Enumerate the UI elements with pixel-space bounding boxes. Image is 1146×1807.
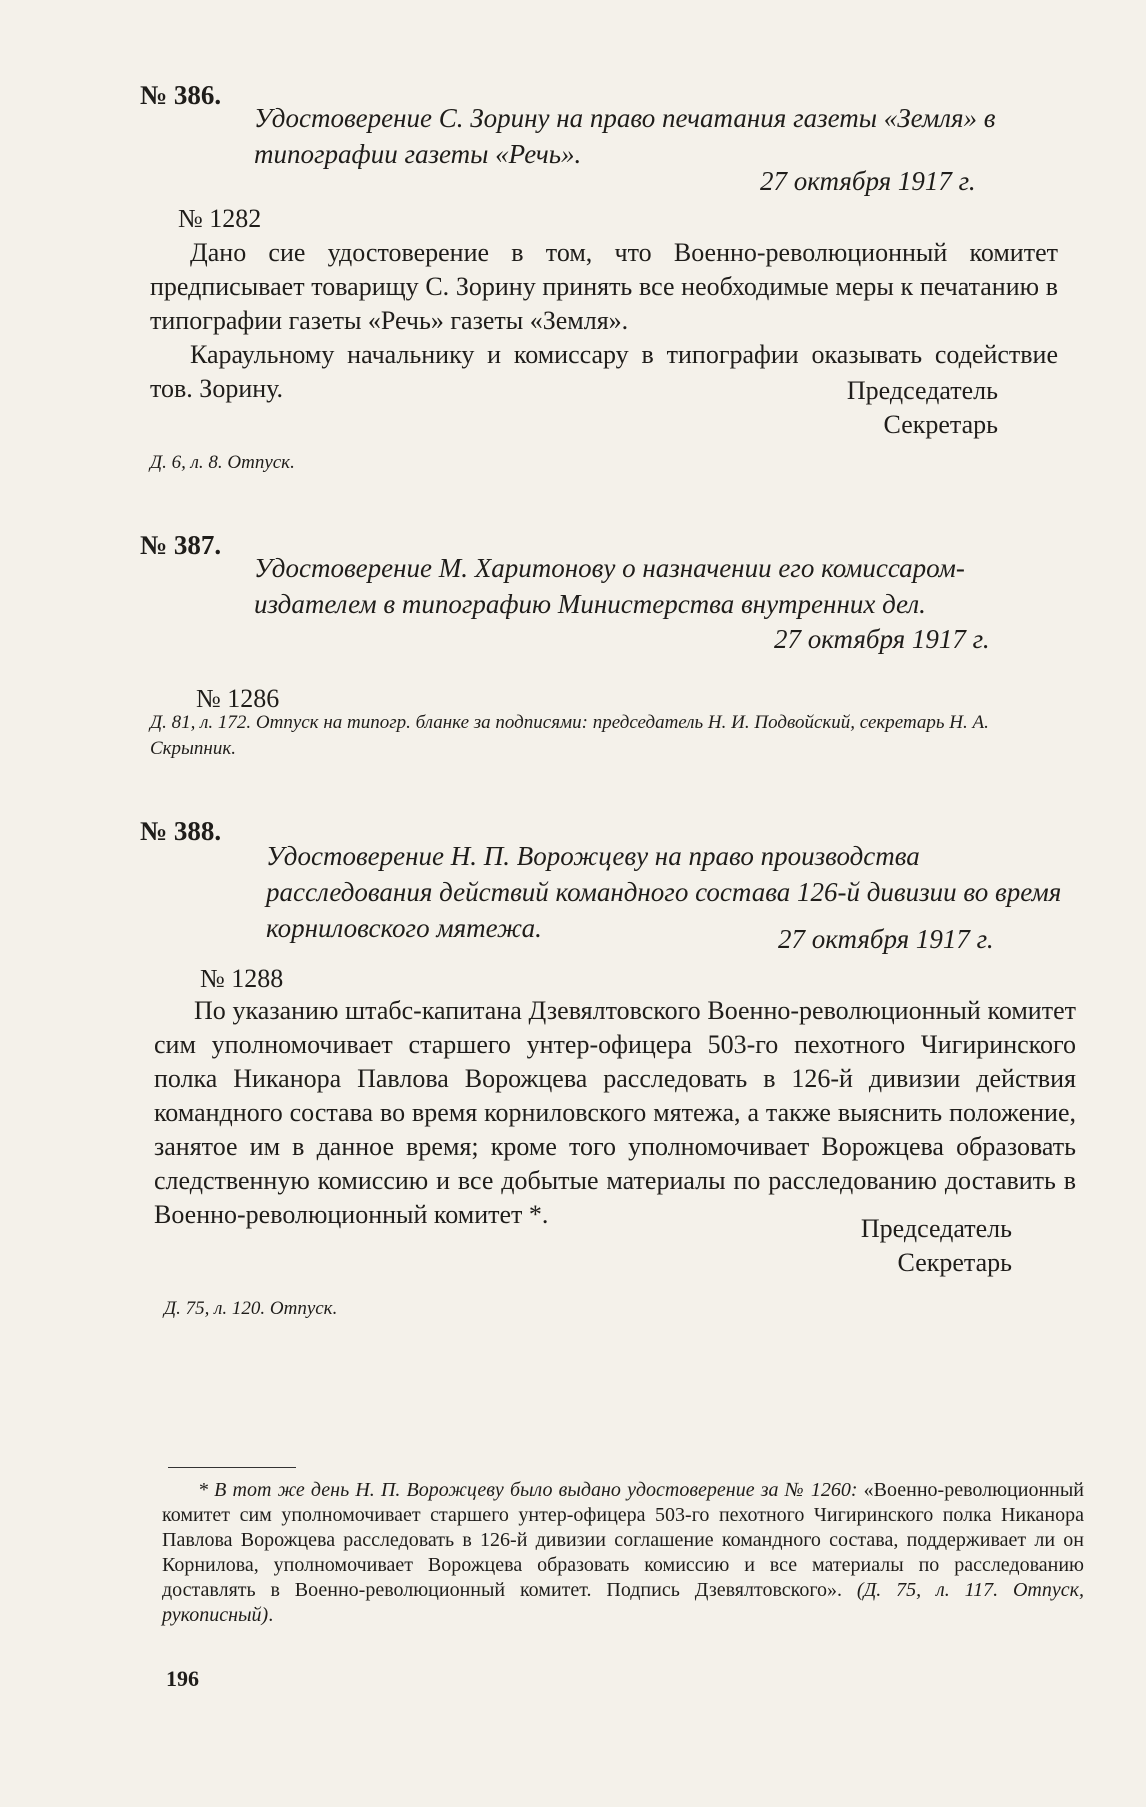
doc-388-title: Удостоверение Н. П. Ворожцеву на право производства расследования действий командного состава 126-й дивизии во время корниловского мятежа. — [266, 841, 1062, 943]
doc-386-source: Д. 6, л. 8. Отпуск. — [150, 452, 295, 473]
doc-386-signatures — [600, 374, 998, 442]
doc-388-source: Д. 75, л. 120. Отпуск. — [164, 1298, 338, 1319]
footnote-tail: . — [268, 1604, 274, 1626]
doc-386-docnum: № 1282 — [178, 204, 262, 233]
doc-388-docnum: № 1288 — [200, 964, 284, 993]
doc-386-sig-chair: Председатель — [846, 376, 998, 405]
doc-388-sig-secretary: Секретарь — [897, 1248, 1012, 1277]
doc-387-title: Удостоверение М. Харитонову о назначении его комиссаром-издателем в типографию Министерства внутренних дел. — [254, 553, 965, 619]
doc-386-date: 27 октября 1917 г. — [760, 166, 976, 196]
doc-386-title: Удостоверение С. Зорину на право печатания газеты «Земля» в типографии газеты «Речь». — [254, 103, 996, 169]
footnote-ref: (Д. 75, л. 117. Отпуск, рукописный) — [162, 1579, 1084, 1626]
doc-386-number: № 386. — [140, 80, 222, 110]
footnote — [162, 1478, 1084, 1628]
doc-388-sig-chair: Председатель — [860, 1214, 1012, 1243]
footnote-lead: * В тот же день Н. П. Ворожцеву было выдано удостоверение за № 1260: — [198, 1479, 858, 1501]
doc-388-date: 27 октября 1917 г. — [778, 924, 994, 954]
doc-386-paragraph-1: Дано сие удостоверение в том, что Военно-революционный комитет предписывает товарищу С. Зорину принять все необходимые меры к печатанию в типографии газеты «Речь» газеты «Земля». — [150, 238, 1058, 335]
footnote-body: «Военно-революционный комитет сим уполномочивает старшего унтер-офицера 503-го пехотного Чигиринского полка Никанора Павлова Ворожцева расследовать в 126-й дивизии соглашение командного состава, поддерживает ли он Корнилова, уполномочивает Ворожцева образовать комиссию и все материалы по расследованию доставлять в Военно-революционный комитет. Подпись Дзевялтовского». — [162, 1479, 1084, 1601]
doc-386-paragraph-2: Караульному начальнику и комиссару в типографии оказывать содействие тов. Зорину. — [150, 340, 1058, 403]
footnote-divider — [168, 1467, 296, 1468]
doc-387-number: № 387. — [140, 530, 222, 560]
doc-386-sig-secretary: Секретарь — [883, 410, 998, 439]
doc-388-paragraph: По указанию штабс-капитана Дзевялтовского Военно-революционный комитет сим уполномочивает старшего унтер-офицера 503-го пехотного Чигиринского полка Никанора Павлова Ворожцева расследовать в 126-й дивизии действия командного состава во время корниловского мятежа, а также выяснить положение, занятое им в данное время; кроме того уполномочивает Ворожцева образовать следственную комиссию и все добытые материалы по расследованию доставить в Военно-революционный комитет *. — [154, 996, 1076, 1229]
page-number: 196 — [166, 1666, 199, 1691]
doc-388-signatures — [600, 1212, 1012, 1280]
doc-387-source: Д. 81, л. 172. Отпуск на типогр. бланке за подписями: председатель Н. И. Подвойский, секретарь Н. А. Скрыпник. — [150, 712, 989, 759]
doc-388-number: № 388. — [140, 816, 222, 846]
doc-387-docnum: № 1286 — [196, 684, 280, 713]
doc-388-body — [154, 994, 1076, 1232]
doc-387-date: 27 октября 1917 г. — [774, 624, 990, 654]
